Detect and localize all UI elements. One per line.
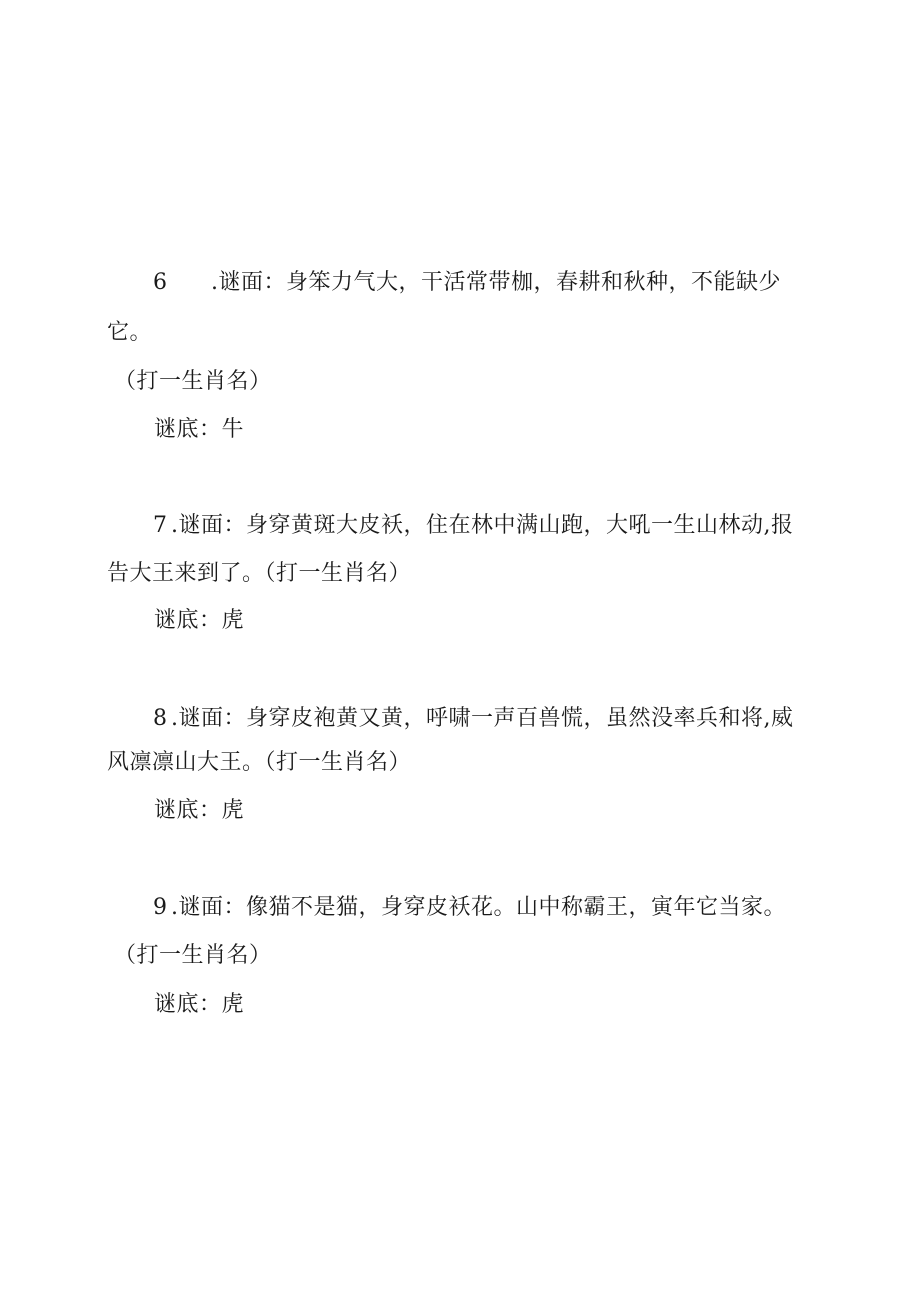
riddle-7-question: .谜面：身穿黄斑大皮袄，住在林中满山跑，大吼一生山林动,报 [171, 513, 794, 538]
riddle-8-answer: 谜底：虎 [154, 798, 245, 823]
riddle-8-number: 8 [153, 706, 168, 731]
riddle-9-hint: （打一生肖名） [114, 943, 272, 968]
riddle-6-answer: 谜底：牛 [154, 417, 245, 442]
riddle-6-hint: （打一生肖名） [114, 369, 272, 394]
riddle-9-number: 9 [153, 895, 168, 920]
riddle-6-question: .谜面：身笨力气大，干活常带枷，春耕和秋种，不能缺少 [211, 270, 781, 295]
riddle-8-question: .谜面：身穿皮袍黄又黄，呼啸一声百兽慌，虽然没率兵和将,威 [171, 706, 794, 731]
riddle-8-line-2: 风凛凛山大王。（打一生肖名） [107, 750, 412, 775]
riddle-7-number: 7 [153, 513, 168, 538]
riddle-6-line-1 [153, 268, 781, 298]
riddle-7-line-2: 告大王来到了。（打一生肖名） [107, 561, 412, 586]
riddle-9-question: .谜面：像猫不是猫，身穿皮袄花。山中称霸王，寅年它当家。 [171, 895, 786, 920]
riddle-9-answer: 谜底：虎 [154, 992, 245, 1017]
riddle-7-line-1 [153, 511, 794, 541]
riddle-6-line-2: 它。 [107, 320, 153, 345]
riddle-8-line-1 [153, 704, 794, 734]
riddle-7-answer: 谜底：虎 [154, 608, 245, 633]
riddle-9-line-1 [153, 893, 786, 923]
riddle-6-number: 6 [153, 270, 168, 295]
